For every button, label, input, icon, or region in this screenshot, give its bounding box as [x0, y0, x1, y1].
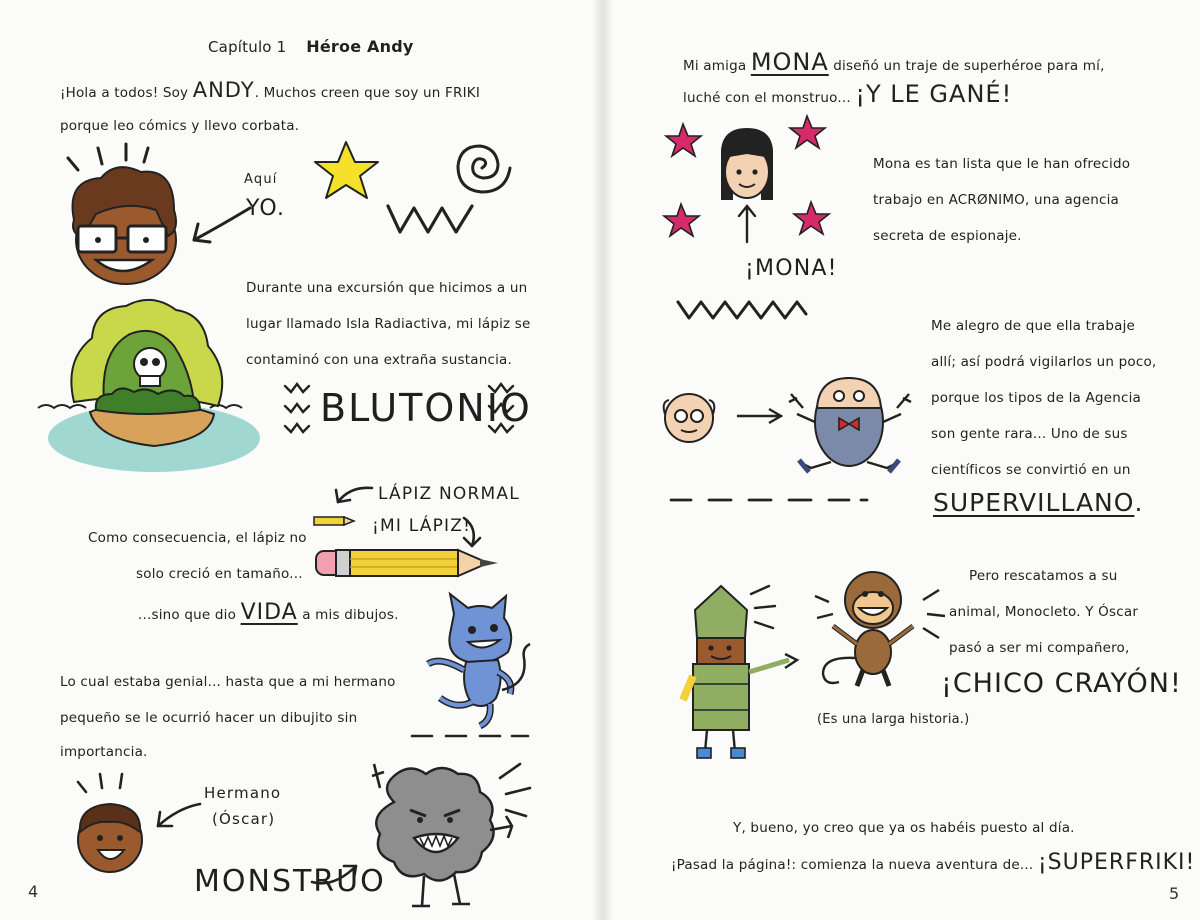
- chico-crayon-drawing: [677, 580, 807, 770]
- arrow-to-monster-icon: [308, 856, 364, 896]
- scientist-face-drawing: [659, 388, 723, 448]
- mona-face-drawing: [665, 110, 835, 250]
- monocleto-monkey-drawing: [809, 566, 959, 696]
- dashed-line-icon: [410, 732, 530, 740]
- andy-face-drawing: [56, 140, 196, 290]
- consecuencia-text-a: ...sino que dio: [138, 607, 241, 623]
- squiggle-right-icon: [486, 378, 516, 438]
- intro-text-b: . Muchos creen que soy un FRIKI: [254, 85, 481, 101]
- supervillano-label: SUPERVILLANO: [933, 488, 1135, 517]
- mona-text-a: Mi amiga: [683, 58, 751, 74]
- supervillano-line: [933, 488, 1143, 517]
- oscar-label: (Óscar): [212, 810, 276, 828]
- chapter-heading: [208, 37, 413, 56]
- mona-text-c: luché con el monstruo...: [683, 90, 856, 106]
- excursion-line-2: lugar llamado Isla Radiactiva, mi lápiz se: [246, 316, 531, 332]
- supervillain-drawing: [785, 368, 915, 478]
- blue-cat-drawing: [410, 594, 540, 734]
- consecuencia-text-b: a mis dibujos.: [297, 607, 399, 623]
- alegro-line-2: allí; así podrá vigilarlos un poco,: [931, 354, 1157, 370]
- arrow-to-andy-icon: [186, 200, 256, 250]
- page-number-left: 4: [28, 882, 39, 901]
- mona-text-b: diseñó un traje de superhéroe para mí,: [828, 58, 1105, 74]
- lista-line-3: secreta de espionaje.: [873, 228, 1022, 244]
- small-pencil-drawing: [312, 514, 358, 528]
- oscar-face-drawing: [68, 770, 158, 880]
- vida-label: VIDA: [240, 600, 298, 625]
- excursion-line-3: contaminó con una extraña sustancia.: [246, 352, 512, 368]
- monstruo-label: MONSTRUO: [194, 864, 386, 899]
- intro-line-2: porque leo cómics y llevo corbata.: [60, 118, 300, 134]
- consecuencia-line-2: solo creció en tamaño...: [136, 566, 303, 582]
- alegro-line-5: científicos se convirtió en un: [931, 462, 1131, 478]
- lista-line-1: Mona es tan lista que le han ofrecido: [873, 156, 1131, 172]
- alegro-line-4: son gente rara... Uno de sus: [931, 426, 1128, 442]
- alegro-line-3: porque los tipos de la Agencia: [931, 390, 1141, 406]
- squiggle-left-icon: [282, 378, 312, 438]
- right-page: [603, 0, 1200, 920]
- spiral-doodle-icon: [446, 132, 516, 202]
- rescatamos-line-2: animal, Monocleto. Y Óscar: [949, 604, 1139, 620]
- yo-label: YO.: [246, 196, 286, 221]
- genial-line-1: Lo cual estaba genial... hasta que a mi hermano: [60, 674, 396, 690]
- final-text-a: ¡Pasad la página!: comienza la nueva aventura de...: [671, 857, 1038, 873]
- superfriki-label: ¡SUPERFRIKI!: [1037, 850, 1196, 875]
- intro-andy: ANDY: [192, 78, 255, 102]
- mi-lapiz-label: ¡MI LÁPIZ!: [372, 516, 472, 536]
- genial-line-2: pequeño se le ocurrió hacer un dibujito sin: [60, 710, 358, 726]
- supervillano-dot: .: [1134, 488, 1143, 517]
- final-line-1: Y, bueno, yo creo que ya os habéis puesto al día.: [733, 820, 1075, 836]
- arrow-to-big-pencil-icon: [456, 514, 486, 550]
- zigzag-doodle-icon: [384, 200, 480, 240]
- alegro-line-1: Me alegro de que ella trabaje: [931, 318, 1136, 334]
- arrow-to-oscar-icon: [150, 796, 204, 836]
- rescatamos-line-3: pasó a ser mi compañero,: [949, 640, 1130, 656]
- lapiz-normal-label: LÁPIZ NORMAL: [378, 484, 520, 504]
- zigzag-mona-icon: [675, 296, 809, 324]
- rescatamos-line-1: Pero rescatamos a su: [969, 568, 1118, 584]
- mona-line-2: [683, 80, 1012, 108]
- final-line-2: [671, 850, 1195, 875]
- larga-historia: (Es una larga historia.): [817, 712, 970, 727]
- chapter-label: Capítulo 1: [208, 38, 287, 56]
- blutonio-label: BLUTONIO: [320, 386, 532, 430]
- consecuencia-line-1: Como consecuencia, el lápiz no: [88, 530, 307, 546]
- intro-text-a: ¡Hola a todos! Soy: [60, 85, 193, 101]
- mona-name: MONA: [750, 48, 829, 76]
- consecuencia-line-3: [138, 600, 399, 625]
- excursion-line-1: Durante una excursión que hicimos a un: [246, 280, 528, 296]
- arrow-to-normal-pencil-icon: [330, 480, 376, 510]
- intro-line-1: [60, 78, 480, 102]
- dashed-villain-line-icon: [669, 496, 869, 504]
- lista-line-2: trabajo en ACRØNIMO, una agencia: [873, 192, 1120, 208]
- chapter-title: Héroe Andy: [306, 37, 414, 56]
- aqui-label: Aquí: [244, 172, 278, 187]
- radioactive-island-drawing: [34, 290, 254, 480]
- yellow-star-icon: [312, 138, 382, 203]
- big-pencil-drawing: [312, 546, 502, 580]
- mona-line-1: [683, 48, 1105, 76]
- page-number-right: 5: [1169, 884, 1180, 903]
- gane-label: ¡Y LE GANÉ!: [855, 80, 1013, 108]
- mona-label: ¡MONA!: [745, 256, 838, 281]
- hermano-label: Hermano: [204, 784, 282, 802]
- genial-line-3: importancia.: [60, 744, 148, 760]
- arrow-to-villain-icon: [735, 406, 785, 426]
- chico-crayon-label: ¡CHICO CRAYÓN!: [941, 668, 1182, 699]
- book-gutter: [592, 0, 614, 920]
